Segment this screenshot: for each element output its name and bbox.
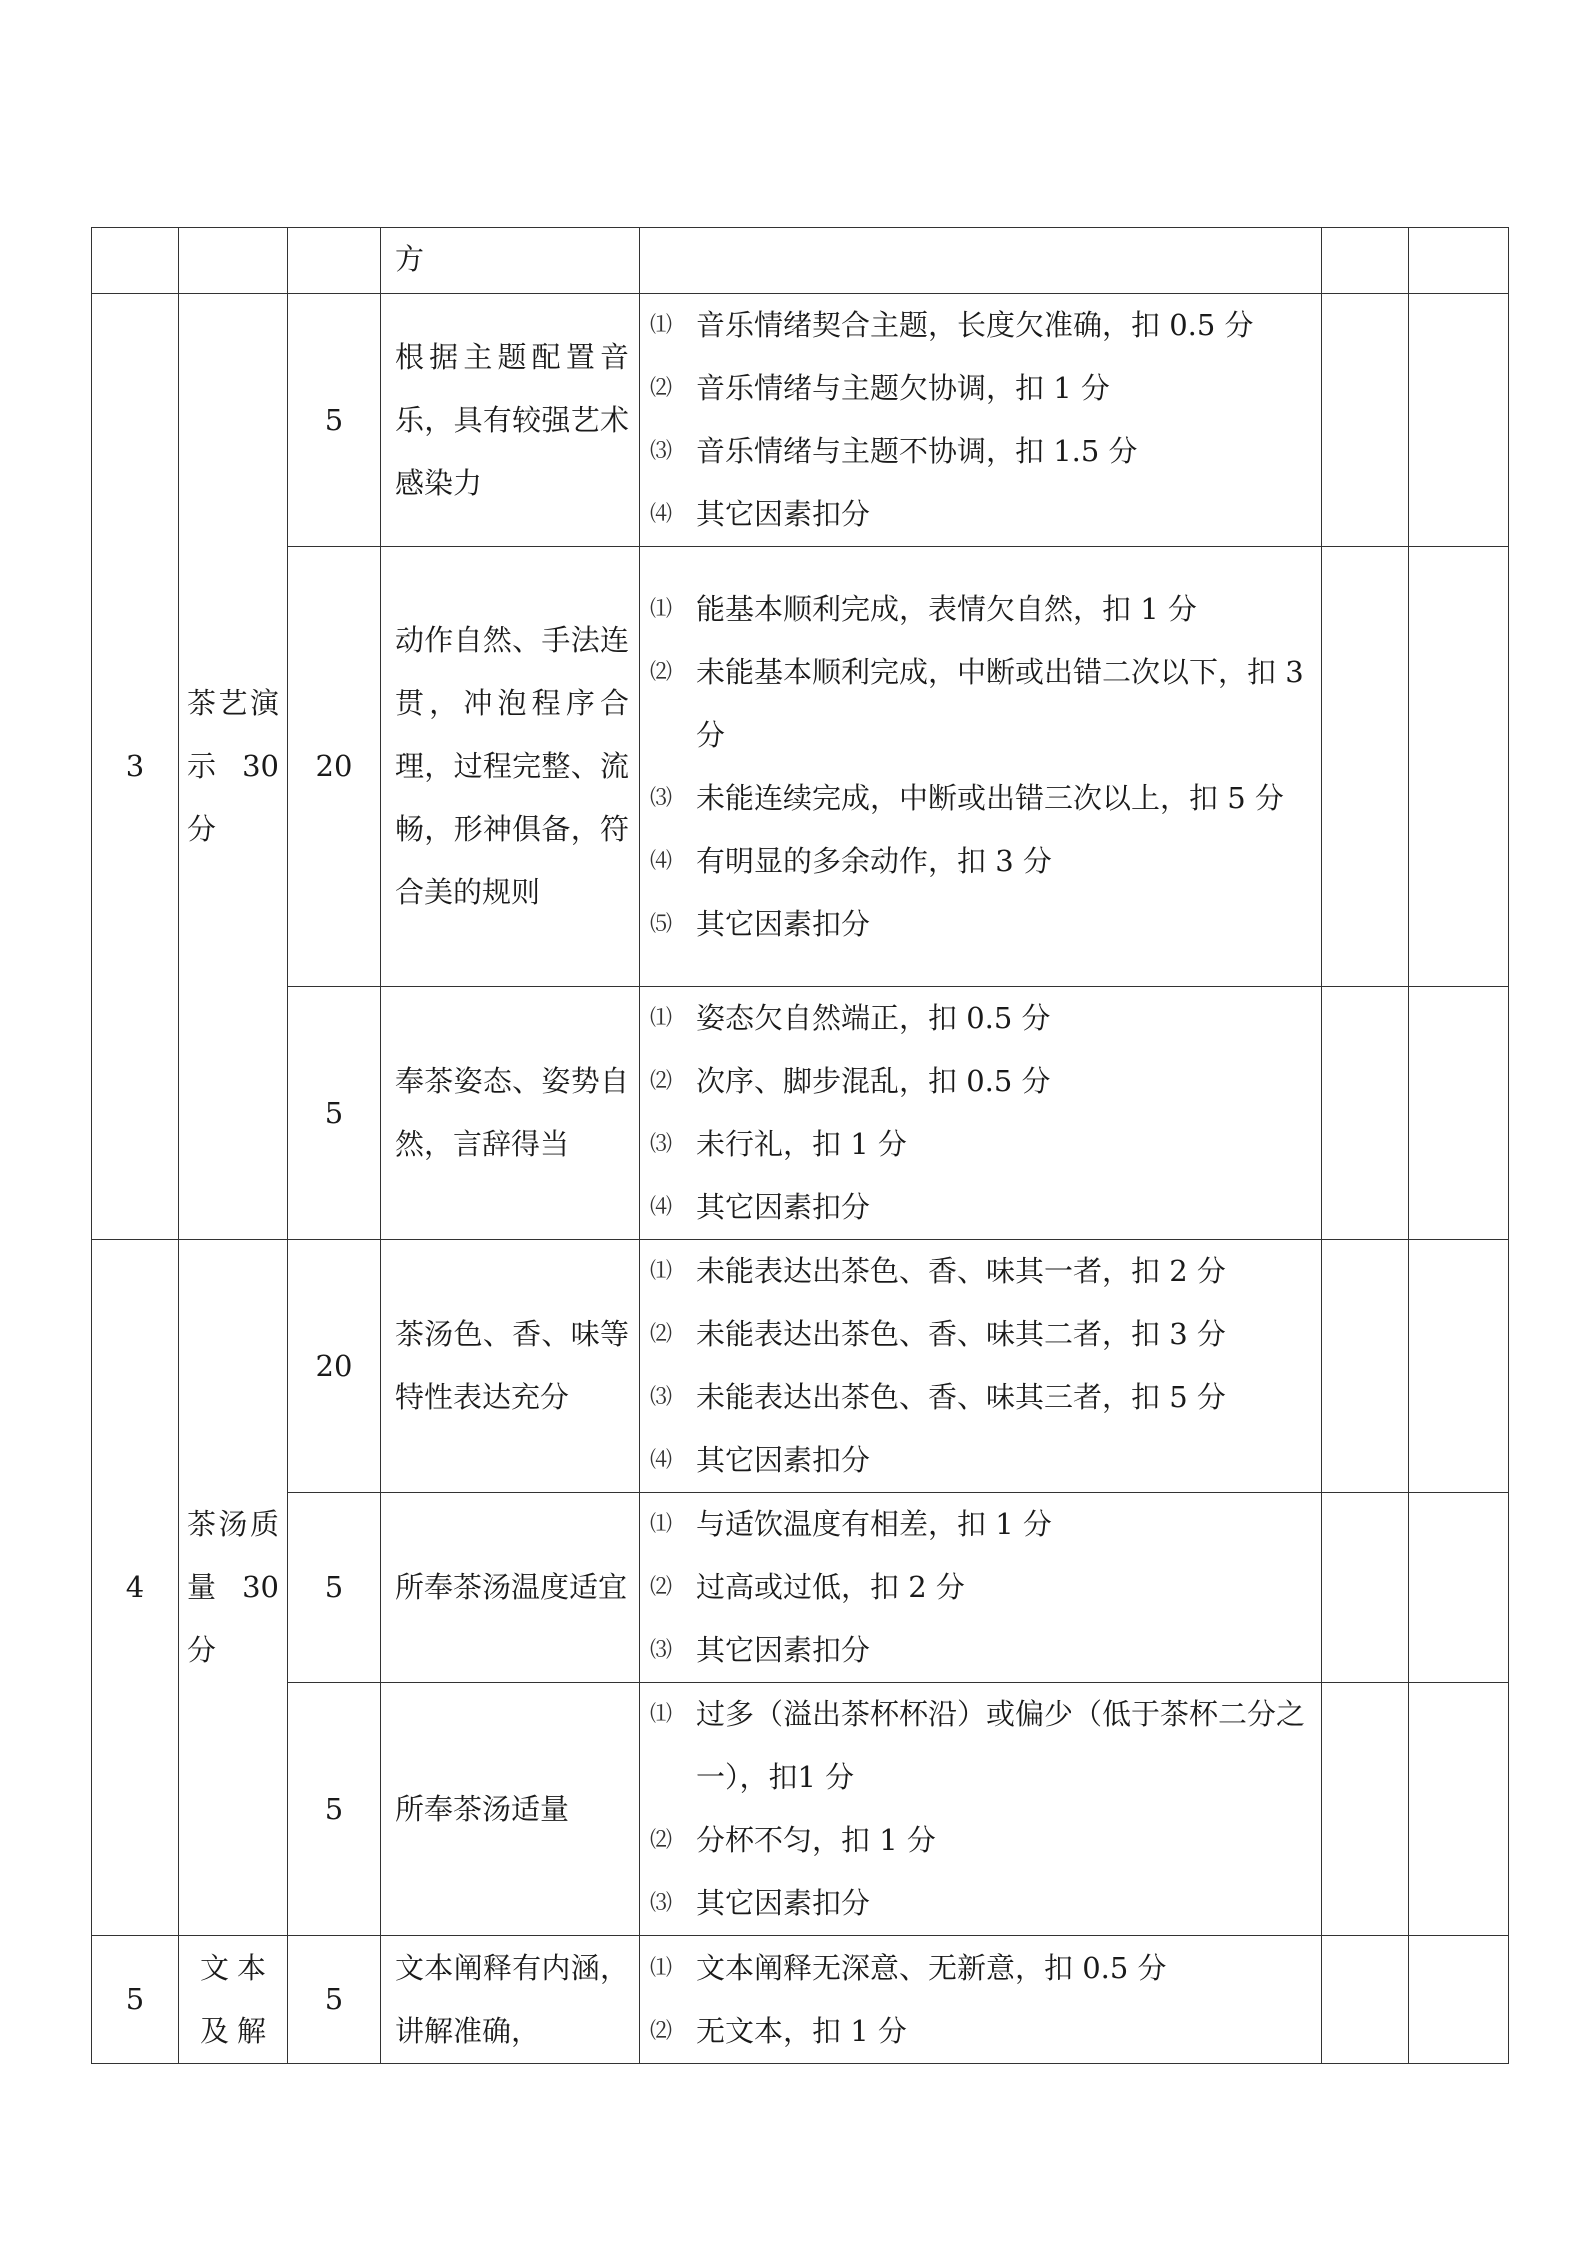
item-cell xyxy=(179,1936,288,2064)
table-row xyxy=(92,1493,1509,1683)
blank-cell xyxy=(1409,1683,1509,1936)
requirement-cell: 奉茶姿态、姿势自然，言辞得当 xyxy=(381,987,640,1240)
blank-cell xyxy=(1409,547,1509,987)
deduction-rule: ⑵ 未能表达出茶色、香、味其二者，扣 3 分 xyxy=(650,1317,1226,1351)
deduction-rule: ⑵ 无文本，扣 1 分 xyxy=(650,2013,907,2048)
deduction-rule: ⑵ 过高或过低，扣 2 分 xyxy=(650,1570,965,1604)
blank-cell xyxy=(1322,1493,1409,1683)
number-cell: 5 xyxy=(92,1936,179,2064)
item-cell xyxy=(179,1240,288,1936)
deduction-rule: ⑵ 分杯不匀，扣 1 分 xyxy=(650,1823,936,1857)
requirement-cell: 茶汤色、香、味等特性表达充分 xyxy=(381,1240,640,1493)
score-cell: 5 xyxy=(288,987,381,1240)
deduction-cell xyxy=(640,1493,1322,1683)
number-cell xyxy=(92,228,179,294)
blank-cell xyxy=(1409,294,1509,547)
deduction-rule: ⑸ 其它因素扣分 xyxy=(650,906,871,941)
score-cell: 5 xyxy=(288,1936,381,2064)
deduction-rule: ⑶ 音乐情绪与主题不协调，扣 1.5 分 xyxy=(650,434,1138,468)
blank-cell xyxy=(1409,1493,1509,1683)
deduction-rule: ⑵ 音乐情绪与主题欠协调，扣 1 分 xyxy=(650,371,1110,405)
item-label: 文本及解 xyxy=(200,1950,266,2048)
item-label: 茶艺演示30分 xyxy=(187,686,279,846)
score-cell: 5 xyxy=(288,1683,381,1936)
blank-cell xyxy=(1322,228,1409,294)
table-row xyxy=(92,1683,1509,1936)
score-cell xyxy=(288,228,381,294)
deduction-cell xyxy=(640,294,1322,547)
blank-cell xyxy=(1322,1936,1409,2064)
deduction-rule: ⑵ 次序、脚步混乱，扣 0.5 分 xyxy=(650,1064,1051,1098)
deduction-rule: ⑴ 未能表达出茶色、香、味其一者，扣 2 分 xyxy=(650,1254,1226,1288)
deduction-cell xyxy=(640,1936,1322,2064)
deduction-rule: ⑷ 其它因素扣分 xyxy=(650,497,871,531)
blank-cell xyxy=(1322,1683,1409,1936)
blank-cell xyxy=(1322,1240,1409,1493)
deduction-rule: ⑶ 未行礼，扣 1 分 xyxy=(650,1127,907,1161)
item-cell xyxy=(179,294,288,1240)
deduction-rule: ⑶ 未能连续完成，中断或出错三次以上，扣 5 分 xyxy=(650,780,1284,815)
table-row xyxy=(92,228,1509,294)
blank-cell xyxy=(1409,228,1509,294)
score-cell: 20 xyxy=(288,1240,381,1493)
table-row xyxy=(92,1936,1509,2064)
deduction-rule: ⑴ 过多（溢出茶杯杯沿）或偏少（低于茶杯二分之一），扣1 分 xyxy=(650,1697,1306,1794)
deduction-rule: ⑷ 其它因素扣分 xyxy=(650,1443,871,1477)
deduction-rule: ⑴ 与适饮温度有相差，扣 1 分 xyxy=(650,1507,1052,1541)
number-cell: 4 xyxy=(92,1240,179,1936)
deduction-rule: ⑶ 未能表达出茶色、香、味其三者，扣 5 分 xyxy=(650,1380,1226,1414)
requirement-cell: 动作自然、手法连贯，冲泡程序合理，过程完整、流畅，形神俱备，符合美的规则 xyxy=(381,547,640,987)
deduction-rule: ⑴ 文本阐释无深意、无新意，扣 0.5 分 xyxy=(650,1950,1167,1985)
deduction-rule: ⑴ 音乐情绪契合主题，长度欠准确，扣 0.5 分 xyxy=(650,308,1254,342)
deduction-cell xyxy=(640,547,1322,987)
deduction-rule: ⑷ 有明显的多余动作，扣 3 分 xyxy=(650,843,1052,878)
score-cell: 5 xyxy=(288,1493,381,1683)
requirement-cell: 所奉茶汤适量 xyxy=(381,1683,640,1936)
item-label: 茶汤质量30分 xyxy=(187,1507,279,1667)
deduction-rule: ⑷ 其它因素扣分 xyxy=(650,1190,871,1224)
table-row xyxy=(92,547,1509,987)
blank-cell xyxy=(1409,1240,1509,1493)
deduction-rule: ⑵ 未能基本顺利完成，中断或出错二次以下，扣 3 分 xyxy=(650,654,1304,752)
score-cell: 20 xyxy=(288,547,381,987)
deduction-rule: ⑶ 其它因素扣分 xyxy=(650,1886,871,1920)
blank-cell xyxy=(1322,547,1409,987)
item-cell xyxy=(179,228,288,294)
deduction-rule: ⑴ 姿态欠自然端正，扣 0.5 分 xyxy=(650,1001,1051,1035)
blank-cell xyxy=(1409,1936,1509,2064)
deduction-cell xyxy=(640,987,1322,1240)
deduction-cell xyxy=(640,1240,1322,1493)
table-row xyxy=(92,1240,1509,1493)
requirement-cell: 根据主题配置音乐，具有较强艺术感染力 xyxy=(381,294,640,547)
table-row xyxy=(92,294,1509,547)
deduction-cell xyxy=(640,1683,1322,1936)
deduction-rule: ⑴ 能基本顺利完成，表情欠自然，扣 1 分 xyxy=(650,591,1197,626)
blank-cell xyxy=(1322,987,1409,1240)
scoring-table xyxy=(91,227,1509,2064)
blank-cell xyxy=(1322,294,1409,547)
requirement-cell: 方 xyxy=(381,228,640,294)
blank-cell xyxy=(1409,987,1509,1240)
deduction-cell xyxy=(640,228,1322,294)
requirement-cell: 文本阐释有内涵，讲解准确， xyxy=(381,1936,640,2064)
score-cell: 5 xyxy=(288,294,381,547)
table-row xyxy=(92,987,1509,1240)
requirement-cell: 所奉茶汤温度适宜 xyxy=(381,1493,640,1683)
number-cell: 3 xyxy=(92,294,179,1240)
deduction-rule: ⑶ 其它因素扣分 xyxy=(650,1633,871,1667)
